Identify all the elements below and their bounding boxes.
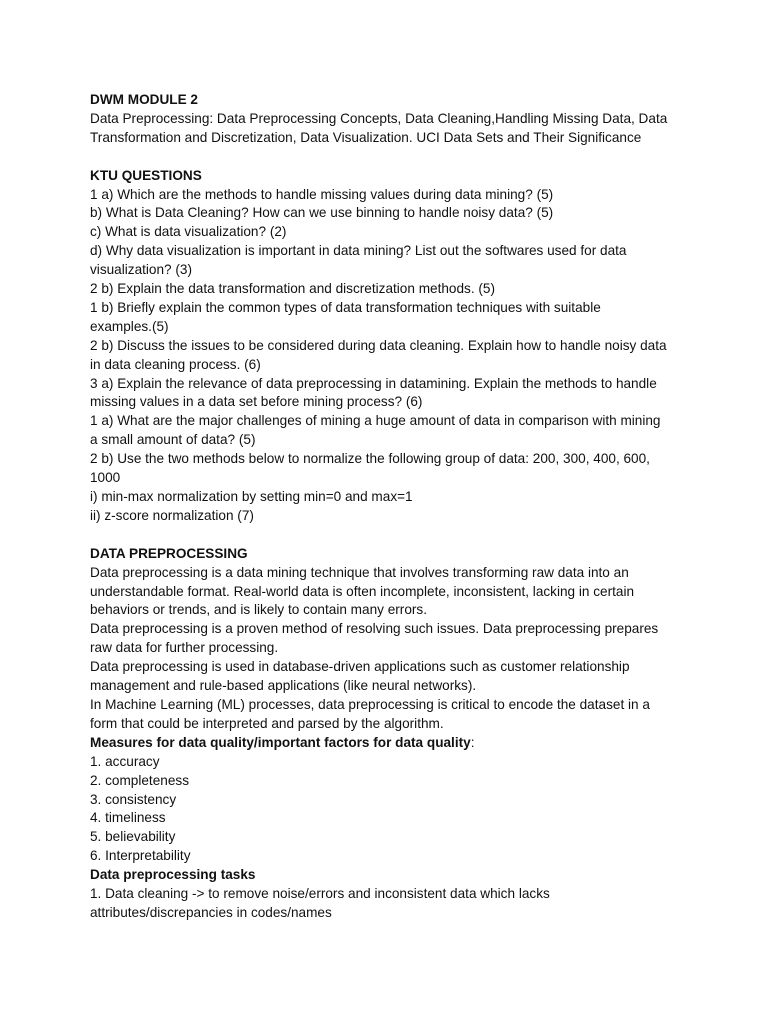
question-line: in data cleaning process. (6) [90,356,261,372]
question-line: 1000 [90,470,121,486]
syllabus-line: Transformation and Discretization, Data Visualization. UCI Data Sets and Their Significance [90,129,642,145]
question-line: 2 b) Use the two methods below to normalize the following group of data: 200, 300, 400, 600, [90,451,650,467]
quality-heading: Measures for data quality/important factors for data quality [90,734,471,750]
question-line: missing values in a data set before mining process? (6) [90,394,423,410]
question-line: 1 a) What are the major challenges of mining a huge amount of data in comparison with mining [90,413,661,429]
tasks-list [90,885,690,923]
quality-heading-line [90,734,690,753]
spacer [90,148,690,167]
question-line: i) min-max normalization by setting min=0 and max=1 [90,489,413,505]
question-line: d) Why data visualization is important in data mining? List out the softwares used for data [90,243,627,259]
question-line: ii) z-score normalization (7) [90,507,254,523]
question-line: 1 b) Briefly explain the common types of data transformation techniques with suitable [90,299,601,315]
ktu-questions-list [90,186,690,526]
ktu-questions-heading: KTU QUESTIONS [90,167,202,183]
question-line: 2 b) Explain the data transformation and discretization methods. (5) [90,281,496,297]
quality-heading-colon: : [470,734,475,750]
body-line: form that could be interpreted and parsed by the algorithm. [90,715,444,731]
body-line: understandable format. Real-world data is often incomplete, inconsistent, lacking in certain [90,583,635,599]
question-line: visualization? (3) [90,262,192,278]
syllabus-paragraph [90,110,690,148]
list-item: 5. believability [90,829,176,845]
body-line: Data preprocessing is used in database-driven applications such as customer relationship [90,659,630,675]
preprocessing-paragraphs [90,564,690,734]
quality-list [90,753,690,866]
document-page [90,91,690,923]
list-item: 3. consistency [90,791,177,807]
data-preprocessing-heading: DATA PREPROCESSING [90,545,248,561]
task-line: 1. Data cleaning -> to remove noise/errors and inconsistent data which lacks [90,886,550,902]
question-line: c) What is data visualization? (2) [90,224,287,240]
question-line: b) What is Data Cleaning? How can we use binning to handle noisy data? (5) [90,205,554,221]
list-item: 1. accuracy [90,753,160,769]
question-line: 1 a) Which are the methods to handle missing values during data mining? (5) [90,186,554,202]
question-line: 3 a) Explain the relevance of data preprocessing in datamining. Explain the methods to handle [90,375,657,391]
syllabus-line: Data Preprocessing: Data Preprocessing Concepts, Data Cleaning,Handling Missing Data, Data [90,110,668,126]
question-line: examples.(5) [90,318,169,334]
list-item: 2. completeness [90,772,189,788]
body-line: management and rule-based applications (like neural networks). [90,678,477,694]
module-title: DWM MODULE 2 [90,92,198,107]
body-line: raw data for further processing. [90,640,279,656]
list-item: 6. Interpretability [90,848,191,864]
body-line: behaviors or trends, and is likely to contain many errors. [90,602,427,618]
list-item: 4. timeliness [90,810,166,826]
question-line: a small amount of data? (5) [90,432,256,448]
spacer [90,526,690,545]
body-line: Data preprocessing is a data mining technique that involves transforming raw data into an [90,564,629,580]
body-line: Data preprocessing is a proven method of resolving such issues. Data preprocessing prepares [90,621,659,637]
body-line: In Machine Learning (ML) processes, data preprocessing is critical to encode the dataset in a [90,696,650,712]
task-line: attributes/discrepancies in codes/names [90,904,332,920]
tasks-heading: Data preprocessing tasks [90,867,256,883]
question-line: 2 b) Discuss the issues to be considered during data cleaning. Explain how to handle noisy data [90,337,667,353]
